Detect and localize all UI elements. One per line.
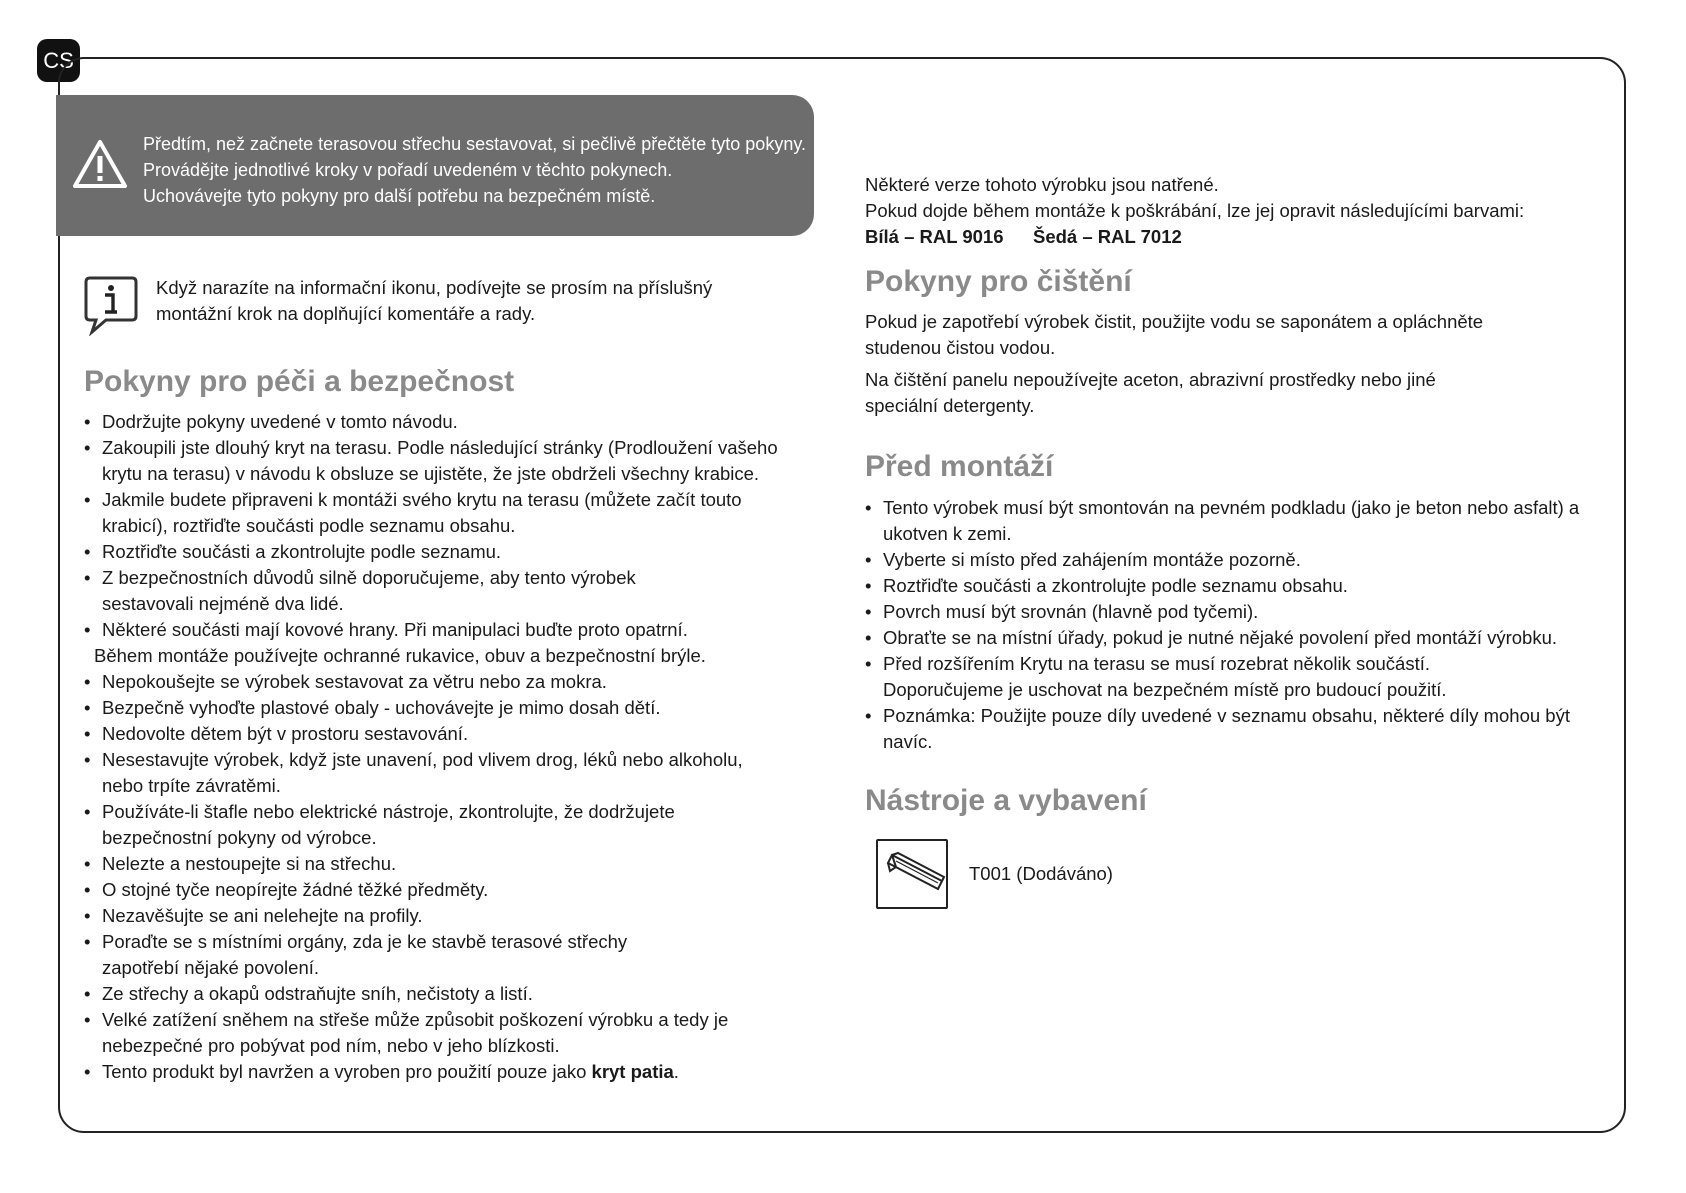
list-item: • Roztřiďte součásti a zkontrolujte podle seznamu obsahu.	[865, 573, 1585, 599]
tool-bar-icon	[878, 841, 946, 907]
list-item: • O stojné tyče neopírejte žádné těžké předměty.	[84, 877, 784, 903]
list-item: • Bezpečně vyhoďte plastové obaly - uchovávejte je mimo dosah dětí.	[84, 695, 784, 721]
list-item: • Povrch musí být srovnán (hlavně pod tyčemi).	[865, 599, 1585, 625]
list-item: • Dodržujte pokyny uvedené v tomto návodu.	[84, 409, 784, 435]
list-item: • Nezavěšujte se ani nelehejte na profily.	[84, 903, 784, 929]
cleaning-paragraph-2: Na čištění panelu nepoužívejte aceton, abrazivní prostředky nebo jiné speciální detergenty.	[865, 369, 1436, 416]
list-item-continuation: Během montáže používejte ochranné rukavice, obuv a bezpečnostní brýle.	[94, 645, 706, 666]
list-item	[84, 1059, 784, 1085]
language-badge: CS	[37, 39, 80, 82]
paint-white: Bílá – RAL 9016	[865, 226, 1004, 247]
paint-colors	[865, 224, 1585, 250]
list-item: • Vyberte si místo před zahájením montáže pozorně.	[865, 547, 1585, 573]
list-item: • Poraďte se s místními orgány, zda je ke stavbě terasové střechy zapotřebí nějaké povolení.	[84, 929, 784, 981]
list-item: • Z bezpečnostních důvodů silně doporučujeme, aby tento výrobek sestavovali nejméně dva lidé.	[84, 565, 784, 617]
last-item-bold: kryt patia	[591, 1061, 674, 1082]
info-speech-bubble-icon	[82, 274, 140, 336]
tool-label: T001 (Dodáváno)	[969, 863, 1113, 884]
list-item: • Nepokoušejte se výrobek sestavovat za větru nebo za mokra.	[84, 669, 784, 695]
warning-triangle-icon	[72, 139, 128, 189]
last-item-end: .	[673, 1061, 679, 1082]
cleaning-paragraph-1: Pokud je zapotřebí výrobek čistit, použijte vodu se saponátem a opláchněte studenou čistou vodou.	[865, 311, 1484, 358]
list-item: • Poznámka: Použijte pouze díly uvedené v seznamu obsahu, některé díly mohou být navíc.	[865, 703, 1585, 755]
list-item: • Některé součásti mají kovové hrany. Při manipulaci buďte proto opatrní.	[84, 617, 784, 643]
warning-line: Provádějte jednotlivé kroky v pořadí uvedeném v těchto pokynech.	[143, 160, 673, 180]
care-safety-list	[84, 409, 784, 1085]
paint-grey: Šedá – RAL 7012	[1033, 226, 1182, 247]
before-assembly-heading: Před montáží	[865, 450, 1054, 483]
list-item: • Nesestavujte výrobek, když jste unavení, pod vlivem drog, léků nebo alkoholu, nebo trpíte závratěmi.	[84, 747, 784, 799]
before-assembly-list	[865, 495, 1585, 755]
tool-box	[876, 839, 948, 909]
paint-info	[865, 172, 1585, 250]
list-item: • Obraťte se na místní úřady, pokud je nutné nějaké povolení před montáží výrobku.	[865, 625, 1585, 651]
info-note-text: Když narazíte na informační ikonu, podívejte se prosím na příslušný montážní krok na doplňující komentáře a rady.	[156, 277, 713, 324]
list-item: • Tento výrobek musí být smontován na pevném podkladu (jako je beton nebo asfalt) a ukotven k zemi.	[865, 495, 1585, 547]
care-safety-heading: Pokyny pro péči a bezpečnost	[84, 365, 515, 398]
list-item: • Zakoupili jste dlouhý kryt na terasu. Podle následující stránky (Prodloužení vašeho krytu na terasu) v návodu k obsluze se ujistěte, že jste obdrželi všechny krabice.	[84, 435, 784, 487]
warning-box	[56, 95, 814, 236]
tools-heading: Nástroje a vybavení	[865, 784, 1147, 817]
paint-line-2: Pokud dojde během montáže k poškrábání, lze jej opravit následujícími barvami:	[865, 200, 1525, 221]
last-item-text: Tento produkt byl navržen a vyroben pro použití pouze jako	[102, 1061, 592, 1082]
warning-line: Uchovávejte tyto pokyny pro další potřebu na bezpečném místě.	[143, 186, 656, 206]
list-item: • Jakmile budete připraveni k montáži svého krytu na terasu (můžete začít touto krabicí), roztřiďte součásti podle seznamu obsahu.	[84, 487, 784, 539]
list-item: • Roztřiďte součásti a zkontrolujte podle seznamu.	[84, 539, 784, 565]
list-item: • Nedovolte dětem být v prostoru sestavování.	[84, 721, 784, 747]
warning-line: Předtím, než začnete terasovou střechu sestavovat, si pečlivě přečtěte tyto pokyny.	[143, 134, 806, 154]
warning-text	[143, 131, 806, 209]
list-item: • Velké zatížení sněhem na střeše může způsobit poškození výrobku a tedy je nebezpečné pro pobývat pod ním, nebo v jeho blízkosti.	[84, 1007, 784, 1059]
list-item: • Ze střechy a okapů odstraňujte sníh, nečistoty a listí.	[84, 981, 784, 1007]
list-item: • Nelezte a nestoupejte si na střechu.	[84, 851, 784, 877]
list-item: • Před rozšířením Krytu na terasu se musí rozebrat několik součástí. Doporučujeme je uschovat na bezpečném místě pro budoucí použití.	[865, 651, 1585, 703]
list-item: • Používáte-li štafle nebo elektrické nástroje, zkontrolujte, že dodržujete bezpečnostní pokyny od výrobce.	[84, 799, 784, 851]
cleaning-heading: Pokyny pro čištění	[865, 265, 1132, 298]
paint-line-1: Některé verze tohoto výrobku jsou natřené.	[865, 174, 1219, 195]
